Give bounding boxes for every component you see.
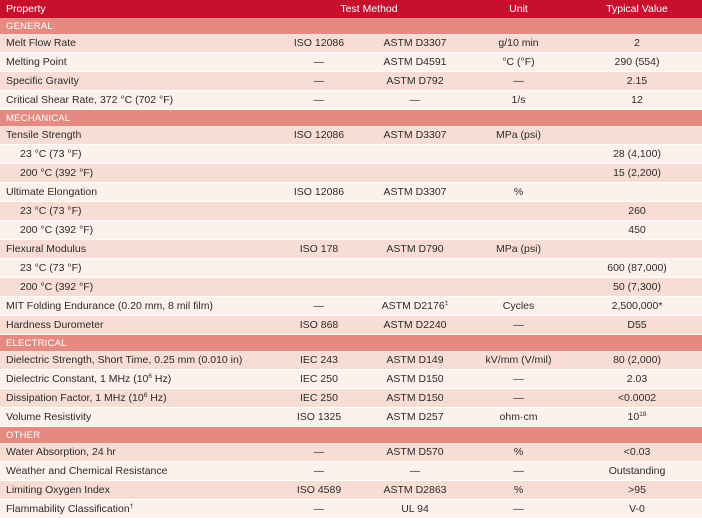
unit-cell: — bbox=[465, 389, 572, 408]
property-text: Critical Shear Rate, 372 °C (702 °F) bbox=[6, 94, 174, 106]
typical-value-cell bbox=[572, 278, 702, 297]
property-cell bbox=[0, 351, 273, 370]
astm-text: — bbox=[409, 94, 421, 106]
astm-text: ASTM D4591 bbox=[383, 56, 447, 68]
table-row bbox=[0, 34, 702, 53]
value-superscript: 18 bbox=[639, 411, 647, 418]
property-text: 200 °C (392 °F) bbox=[20, 224, 94, 236]
astm-text: ASTM D150 bbox=[386, 373, 444, 385]
value-text: 10 bbox=[627, 411, 640, 423]
section-row bbox=[0, 335, 702, 352]
table-row bbox=[0, 91, 702, 110]
iso-method-cell: — bbox=[273, 53, 365, 72]
property-cell bbox=[0, 443, 273, 462]
astm-method-cell bbox=[365, 316, 465, 335]
astm-method-cell bbox=[365, 481, 465, 500]
iso-method-cell bbox=[273, 164, 365, 183]
property-cell bbox=[0, 408, 273, 427]
astm-method-cell bbox=[365, 221, 465, 240]
astm-method-cell bbox=[365, 91, 465, 110]
iso-method-cell: ISO 868 bbox=[273, 316, 365, 335]
value-text: D55 bbox=[627, 319, 647, 331]
astm-method-cell bbox=[365, 72, 465, 91]
value-text: 290 (554) bbox=[614, 56, 660, 68]
property-text: Ultimate Elongation bbox=[6, 186, 98, 198]
typical-value-cell bbox=[572, 443, 702, 462]
value-text: Outstanding bbox=[608, 465, 666, 477]
typical-value-cell bbox=[572, 145, 702, 164]
unit-cell bbox=[465, 278, 572, 297]
property-cell bbox=[0, 145, 273, 164]
astm-method-cell bbox=[365, 278, 465, 297]
unit-cell: g/10 min bbox=[465, 34, 572, 53]
iso-method-cell bbox=[273, 278, 365, 297]
typical-value-cell bbox=[572, 389, 702, 408]
iso-method-cell bbox=[273, 202, 365, 221]
astm-method-cell bbox=[365, 164, 465, 183]
value-text: V-0 bbox=[629, 503, 645, 515]
table-row bbox=[0, 53, 702, 72]
property-cell bbox=[0, 72, 273, 91]
property-text: Flexural Modulus bbox=[6, 243, 86, 255]
property-cell bbox=[0, 481, 273, 500]
table-row bbox=[0, 202, 702, 221]
typical-value-cell bbox=[572, 370, 702, 389]
astm-method-cell bbox=[365, 259, 465, 278]
property-text-suffix: Hz) bbox=[152, 373, 172, 385]
typical-value-cell bbox=[572, 240, 702, 259]
property-cell bbox=[0, 126, 273, 145]
property-cell bbox=[0, 259, 273, 278]
property-text: 23 °C (73 °F) bbox=[20, 205, 82, 217]
typical-value-cell bbox=[572, 297, 702, 316]
astm-text: UL 94 bbox=[401, 503, 429, 515]
section-title: GENERAL bbox=[0, 18, 702, 34]
typical-value-cell bbox=[572, 481, 702, 500]
astm-method-cell bbox=[365, 500, 465, 519]
typical-value-cell bbox=[572, 34, 702, 53]
value-text: 50 (7,300) bbox=[613, 281, 661, 293]
value-text: 450 bbox=[628, 224, 646, 236]
iso-method-cell: ISO 178 bbox=[273, 240, 365, 259]
property-cell bbox=[0, 53, 273, 72]
unit-cell: 1/s bbox=[465, 91, 572, 110]
unit-cell bbox=[465, 221, 572, 240]
unit-cell: MPa (psi) bbox=[465, 240, 572, 259]
value-text: 12 bbox=[631, 94, 643, 106]
property-text: Specific Gravity bbox=[6, 75, 79, 87]
section-title: ELECTRICAL bbox=[0, 335, 702, 352]
table-row bbox=[0, 316, 702, 335]
value-text: 15 (2,200) bbox=[613, 167, 661, 179]
property-cell bbox=[0, 34, 273, 53]
typical-value-cell bbox=[572, 91, 702, 110]
astm-method-cell bbox=[365, 53, 465, 72]
typical-value-cell bbox=[572, 183, 702, 202]
property-text: 23 °C (73 °F) bbox=[20, 148, 82, 160]
property-cell bbox=[0, 221, 273, 240]
astm-method-cell bbox=[365, 297, 465, 316]
value-text: 80 (2,000) bbox=[613, 354, 661, 366]
property-text: Flammability Classification bbox=[6, 503, 130, 515]
astm-text: ASTM D257 bbox=[386, 411, 444, 423]
astm-method-cell bbox=[365, 145, 465, 164]
typical-value-cell bbox=[572, 316, 702, 335]
property-text: Melt Flow Rate bbox=[6, 37, 77, 49]
value-text: 600 (87,000) bbox=[607, 262, 667, 274]
section-row bbox=[0, 110, 702, 127]
typical-value-cell bbox=[572, 259, 702, 278]
value-text: 2 bbox=[634, 37, 640, 49]
iso-method-cell: IEC 243 bbox=[273, 351, 365, 370]
table-row bbox=[0, 126, 702, 145]
header-property: Property bbox=[0, 0, 273, 18]
table-body bbox=[0, 18, 702, 519]
property-text: Volume Resistivity bbox=[6, 411, 92, 423]
property-superscript: 6 bbox=[143, 392, 148, 399]
header-typical-value: Typical Value bbox=[572, 0, 702, 18]
property-text: Tensile Strength bbox=[6, 129, 82, 141]
unit-cell: % bbox=[465, 183, 572, 202]
iso-method-cell bbox=[273, 221, 365, 240]
header-unit: Unit bbox=[465, 0, 572, 18]
iso-method-cell: — bbox=[273, 297, 365, 316]
property-text: 23 °C (73 °F) bbox=[20, 262, 82, 274]
value-text: <0.03 bbox=[623, 446, 651, 458]
unit-cell: — bbox=[465, 500, 572, 519]
typical-value-cell bbox=[572, 126, 702, 145]
property-cell bbox=[0, 278, 273, 297]
iso-method-cell: — bbox=[273, 72, 365, 91]
property-cell bbox=[0, 500, 273, 519]
table-row bbox=[0, 221, 702, 240]
unit-cell bbox=[465, 259, 572, 278]
iso-method-cell: ISO 12086 bbox=[273, 183, 365, 202]
astm-text: ASTM D570 bbox=[386, 446, 444, 458]
property-text: Limiting Oxygen Index bbox=[6, 484, 110, 496]
table-row bbox=[0, 297, 702, 316]
astm-text: ASTM D150 bbox=[386, 392, 444, 404]
typical-value-cell bbox=[572, 53, 702, 72]
typical-value-cell bbox=[572, 164, 702, 183]
astm-text: ASTM D3307 bbox=[383, 129, 447, 141]
property-cell bbox=[0, 91, 273, 110]
iso-method-cell bbox=[273, 259, 365, 278]
section-title: OTHER bbox=[0, 427, 702, 444]
unit-cell: MPa (psi) bbox=[465, 126, 572, 145]
astm-text: ASTM D2176 bbox=[381, 300, 445, 312]
table-row bbox=[0, 72, 702, 91]
iso-method-cell bbox=[273, 145, 365, 164]
value-text: 2,500,000* bbox=[611, 300, 663, 312]
astm-method-cell bbox=[365, 462, 465, 481]
iso-method-cell: — bbox=[273, 500, 365, 519]
table-row bbox=[0, 408, 702, 427]
typical-value-cell bbox=[572, 462, 702, 481]
unit-cell: — bbox=[465, 370, 572, 389]
astm-method-cell bbox=[365, 34, 465, 53]
unit-cell bbox=[465, 145, 572, 164]
astm-method-cell bbox=[365, 126, 465, 145]
table-row bbox=[0, 351, 702, 370]
astm-method-cell bbox=[365, 408, 465, 427]
table-row bbox=[0, 462, 702, 481]
header-row bbox=[0, 0, 702, 18]
typical-value-cell bbox=[572, 72, 702, 91]
unit-cell: — bbox=[465, 72, 572, 91]
astm-text: ASTM D3307 bbox=[383, 37, 447, 49]
typical-value-cell bbox=[572, 408, 702, 427]
iso-method-cell: ISO 12086 bbox=[273, 34, 365, 53]
unit-cell: % bbox=[465, 481, 572, 500]
property-cell bbox=[0, 370, 273, 389]
table-row bbox=[0, 183, 702, 202]
iso-method-cell: — bbox=[273, 91, 365, 110]
iso-method-cell: ISO 12086 bbox=[273, 126, 365, 145]
table-row bbox=[0, 259, 702, 278]
astm-text: ASTM D790 bbox=[386, 243, 444, 255]
value-text: 2.15 bbox=[626, 75, 648, 87]
unit-cell: — bbox=[465, 462, 572, 481]
unit-cell: kV/mm (V/mil) bbox=[465, 351, 572, 370]
astm-method-cell bbox=[365, 183, 465, 202]
section-row bbox=[0, 427, 702, 444]
property-cell bbox=[0, 462, 273, 481]
property-text: Hardness Durometer bbox=[6, 319, 104, 331]
unit-cell: °C (°F) bbox=[465, 53, 572, 72]
value-text: 260 bbox=[628, 205, 646, 217]
astm-text: ASTM D2240 bbox=[383, 319, 447, 331]
table-row bbox=[0, 500, 702, 519]
property-cell bbox=[0, 183, 273, 202]
property-superscript: 6 bbox=[148, 373, 153, 380]
astm-method-cell bbox=[365, 351, 465, 370]
property-text: Melting Point bbox=[6, 56, 67, 68]
property-cell bbox=[0, 297, 273, 316]
property-superscript: † bbox=[129, 503, 134, 510]
unit-cell bbox=[465, 164, 572, 183]
table-row bbox=[0, 389, 702, 408]
property-text: Weather and Chemical Resistance bbox=[6, 465, 168, 477]
section-title: MECHANICAL bbox=[0, 110, 702, 127]
table-row bbox=[0, 370, 702, 389]
header-test-method: Test Method bbox=[273, 0, 465, 18]
property-cell bbox=[0, 164, 273, 183]
iso-method-cell: IEC 250 bbox=[273, 370, 365, 389]
table-row bbox=[0, 164, 702, 183]
property-cell bbox=[0, 389, 273, 408]
property-cell bbox=[0, 202, 273, 221]
value-text: 28 (4,100) bbox=[613, 148, 661, 160]
table-row bbox=[0, 145, 702, 164]
property-text: 200 °C (392 °F) bbox=[20, 167, 94, 179]
property-text: Dissipation Factor, 1 MHz (10 bbox=[6, 392, 144, 404]
property-cell bbox=[0, 240, 273, 259]
property-text: MIT Folding Endurance (0.20 mm, 8 mil film) bbox=[6, 300, 213, 312]
astm-method-cell bbox=[365, 370, 465, 389]
property-cell bbox=[0, 316, 273, 335]
typical-value-cell bbox=[572, 221, 702, 240]
astm-method-cell bbox=[365, 389, 465, 408]
iso-method-cell: ISO 1325 bbox=[273, 408, 365, 427]
astm-text: — bbox=[409, 465, 421, 477]
property-text: Dielectric Strength, Short Time, 0.25 mm (0.010 in) bbox=[6, 354, 243, 366]
iso-method-cell: ISO 4589 bbox=[273, 481, 365, 500]
typical-value-cell bbox=[572, 500, 702, 519]
value-text: <0.0002 bbox=[617, 392, 657, 404]
value-text: >95 bbox=[628, 484, 646, 496]
property-text: 200 °C (392 °F) bbox=[20, 281, 94, 293]
unit-cell: — bbox=[465, 316, 572, 335]
typical-value-cell bbox=[572, 202, 702, 221]
astm-text: ASTM D2863 bbox=[383, 484, 447, 496]
unit-cell: ohm·cm bbox=[465, 408, 572, 427]
table-row bbox=[0, 443, 702, 462]
astm-superscript: ‡ bbox=[444, 300, 449, 307]
typical-value-cell bbox=[572, 351, 702, 370]
iso-method-cell: — bbox=[273, 462, 365, 481]
unit-cell: % bbox=[465, 443, 572, 462]
value-text: 2.03 bbox=[626, 373, 648, 385]
iso-method-cell: — bbox=[273, 443, 365, 462]
table-row bbox=[0, 278, 702, 297]
astm-method-cell bbox=[365, 240, 465, 259]
iso-method-cell: IEC 250 bbox=[273, 389, 365, 408]
table-row bbox=[0, 481, 702, 500]
section-row bbox=[0, 18, 702, 34]
table-row bbox=[0, 240, 702, 259]
astm-method-cell bbox=[365, 202, 465, 221]
astm-text: ASTM D792 bbox=[386, 75, 444, 87]
unit-cell: Cycles bbox=[465, 297, 572, 316]
unit-cell bbox=[465, 202, 572, 221]
astm-method-cell bbox=[365, 443, 465, 462]
astm-text: ASTM D149 bbox=[386, 354, 444, 366]
property-text-suffix: Hz) bbox=[147, 392, 167, 404]
property-text: Water Absorption, 24 hr bbox=[6, 446, 116, 458]
astm-text: ASTM D3307 bbox=[383, 186, 447, 198]
property-text: Dielectric Constant, 1 MHz (10 bbox=[6, 373, 149, 385]
